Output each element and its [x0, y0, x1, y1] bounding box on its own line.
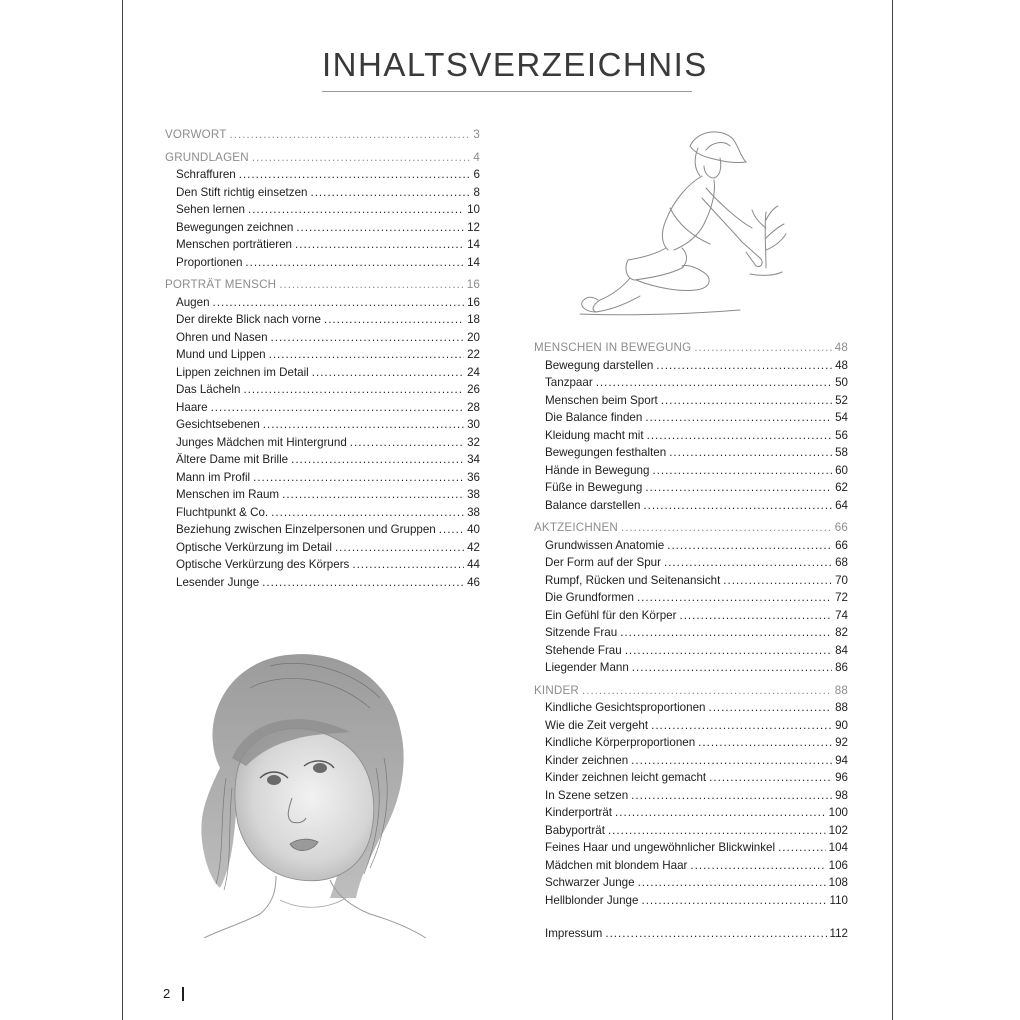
toc-entry-label: Sitzende Frau [545, 626, 618, 639]
toc-entry-label: Bewegungen festhalten [545, 446, 667, 459]
toc-entry-impressum[interactable] [534, 925, 848, 943]
toc-entry-label: Die Grundformen [545, 591, 634, 604]
toc-entry[interactable] [165, 294, 480, 312]
dot-leader [652, 462, 832, 480]
dot-leader [669, 444, 832, 462]
dot-leader [625, 642, 832, 660]
toc-section-label: GRUNDLAGEN [165, 150, 249, 164]
toc-entry-page: 88 [835, 701, 848, 714]
toc-entry-label: Beziehung zwischen Einzelpersonen und Gruppen [176, 523, 436, 536]
dot-leader [352, 556, 464, 574]
dot-leader [213, 294, 465, 312]
toc-entry-label: Das Lächeln [176, 383, 241, 396]
toc-section-heading[interactable] [165, 126, 480, 144]
toc-entry-page: 34 [467, 453, 480, 466]
toc-entry-label: Mund und Lippen [176, 348, 266, 361]
toc-entry[interactable] [534, 537, 848, 555]
toc-entry-page: 26 [467, 383, 480, 396]
toc-entry[interactable] [165, 416, 480, 434]
toc-entry[interactable] [534, 874, 848, 892]
toc-entry-page: 44 [467, 558, 480, 571]
dot-leader [230, 126, 471, 144]
toc-entry-page: 52 [835, 393, 848, 407]
toc-entry-page: 58 [835, 446, 848, 459]
toc-entry-label: Ältere Dame mit Brille [176, 453, 289, 466]
toc-entry-page: 96 [835, 771, 848, 784]
dot-leader [271, 504, 464, 522]
toc-entry-label: Sehen lernen [176, 203, 245, 216]
toc-entry[interactable] [534, 839, 848, 857]
dot-leader [253, 469, 464, 487]
toc-section-page: 66 [834, 521, 848, 534]
toc-entry-page: 48 [835, 358, 848, 372]
toc-section [534, 682, 848, 910]
toc-entry-label: Stehende Frau [545, 643, 622, 657]
dot-leader [263, 416, 464, 434]
toc-entry[interactable] [534, 572, 848, 590]
dot-leader [698, 734, 832, 752]
toc-entry-page: 104 [828, 841, 848, 854]
dot-leader [661, 392, 832, 410]
toc-section-label: MENSCHEN IN BEWEGUNG [534, 341, 692, 354]
dot-leader [643, 497, 832, 515]
dot-leader [679, 607, 832, 625]
toc-entry[interactable] [534, 374, 848, 392]
toc-entry-label: Den Stift richtig einsetzen [176, 185, 308, 199]
toc-entry-label: Optische Verkürzung im Detail [176, 540, 332, 554]
dot-leader [291, 451, 464, 469]
dot-leader [631, 787, 832, 805]
dot-leader [262, 574, 464, 592]
toc-entry-page: 8 [473, 185, 480, 199]
toc-entry-page: 36 [467, 470, 480, 484]
toc-entry-label: Junges Mädchen mit Hintergrund [176, 435, 347, 449]
toc-entry-label: Lesender Junge [176, 575, 260, 589]
toc-section-label: AKTZEICHNEN [534, 521, 619, 534]
page-edge-right [892, 0, 893, 1020]
toc-entry-label: Grundwissen Anatomie [545, 538, 665, 552]
gardener-sketch-icon [570, 128, 795, 320]
toc-entry-label: Schwarzer Junge [545, 876, 635, 889]
page-edge-left [122, 0, 123, 1020]
toc-entry-label: Tanzpaar [545, 376, 593, 389]
toc-entry-page: 38 [467, 505, 480, 519]
toc-entry[interactable] [534, 554, 848, 572]
toc-entry[interactable] [165, 539, 480, 557]
dot-leader [245, 254, 464, 272]
dot-leader [608, 822, 826, 840]
dot-leader [708, 699, 832, 717]
toc-entry-label: Fluchtpunkt & Co. [176, 505, 269, 519]
toc-entry[interactable] [165, 236, 480, 254]
toc-entry-label: Haare [176, 400, 208, 414]
toc-entry-page: 106 [828, 858, 848, 872]
dot-leader [243, 381, 464, 399]
toc-entry-label: Kinderporträt [545, 806, 613, 819]
toc-entry-page: 94 [835, 753, 848, 767]
toc-entry-page: 102 [828, 823, 848, 837]
title-underline [322, 91, 692, 92]
toc-entry-label: Kinder zeichnen [545, 753, 629, 767]
dot-leader [279, 276, 463, 294]
toc-entry-page: 46 [467, 575, 480, 589]
dot-leader [271, 329, 465, 347]
toc-entry[interactable] [165, 329, 480, 347]
toc-entry-page: 38 [467, 488, 480, 501]
toc-entry-label: Proportionen [176, 255, 243, 269]
toc-section-label: PORTRÄT MENSCH [165, 278, 277, 291]
toc-section-page: 88 [834, 683, 848, 697]
dot-leader [723, 572, 832, 590]
dot-leader [310, 184, 470, 202]
toc-entry-label: Kinder zeichnen leicht gemacht [545, 771, 707, 784]
toc-entry[interactable] [165, 346, 480, 364]
toc-entry-page: 82 [835, 626, 848, 639]
toc-entry-page: 50 [835, 376, 848, 389]
toc-entry-page: 68 [835, 556, 848, 569]
toc-entry[interactable] [534, 479, 848, 497]
dot-leader [667, 537, 832, 555]
toc-entry-label: Augen [176, 295, 210, 309]
toc-entry-page: 70 [835, 573, 848, 587]
toc-entry[interactable] [534, 892, 848, 910]
toc-entry-label: Füße in Bewegung [545, 481, 643, 494]
toc-entry[interactable] [165, 254, 480, 272]
toc-entry[interactable] [534, 462, 848, 480]
toc-entry-page: 10 [467, 203, 480, 216]
toc-section-heading[interactable] [165, 276, 480, 294]
toc-entry-page: 90 [835, 718, 848, 732]
toc-section-label: KINDER [534, 683, 580, 697]
toc-entry-page: 108 [828, 876, 848, 889]
toc-entry-label: Menschen beim Sport [545, 393, 658, 407]
toc-entry[interactable] [534, 734, 848, 752]
toc-entry[interactable] [534, 624, 848, 642]
toc-entry-label: Lippen zeichnen im Detail [176, 365, 309, 379]
toc-entry[interactable] [534, 497, 848, 515]
toc-section-page: 16 [466, 278, 480, 291]
toc-entry-label: Die Balance finden [545, 411, 643, 424]
toc-entry[interactable] [534, 589, 848, 607]
toc-section [534, 339, 848, 514]
dot-leader [621, 519, 832, 537]
toc-entry[interactable] [534, 804, 848, 822]
toc-entry-page: 86 [835, 661, 848, 674]
toc-entry-label: Hände in Bewegung [545, 463, 650, 477]
toc-entry-label: Kindliche Körperproportionen [545, 736, 696, 749]
page-title: INHALTSVERZEICHNIS [322, 46, 708, 83]
toc-entry-page: 84 [835, 643, 848, 657]
dot-leader [641, 892, 826, 910]
toc-entry-label: Impressum [545, 927, 603, 940]
toc-entry-label: Optische Verkürzung des Körpers [176, 558, 350, 571]
toc-section [165, 126, 480, 144]
dot-leader [615, 804, 826, 822]
toc-section [165, 276, 480, 591]
toc-entry-page: 64 [835, 498, 848, 512]
toc-entry-page: 98 [835, 788, 848, 802]
toc-section-heading[interactable] [534, 519, 848, 537]
toc-entry-label: Feines Haar und ungewöhnlicher Blickwinkel [545, 841, 776, 854]
dot-leader [252, 149, 471, 167]
dot-leader [638, 874, 826, 892]
toc-entry[interactable] [534, 699, 848, 717]
page-number-divider [182, 987, 184, 1001]
toc-section-label: VORWORT [165, 128, 227, 141]
toc-entry[interactable] [165, 184, 480, 202]
dot-leader [645, 409, 832, 427]
dot-leader [645, 479, 832, 497]
dot-leader [324, 311, 464, 329]
dot-leader [350, 434, 464, 452]
toc-entry-label: Kindliche Gesichtsproportionen [545, 701, 706, 714]
toc-entry[interactable] [165, 166, 480, 184]
toc-entry[interactable] [534, 752, 848, 770]
toc-entry[interactable] [534, 787, 848, 805]
dot-leader [248, 201, 464, 219]
toc-entry[interactable] [165, 364, 480, 382]
toc-entry-label: Der direkte Blick nach vorne [176, 313, 321, 326]
toc-entry-label: Bewegungen zeichnen [176, 220, 294, 234]
toc-entry-label: Balance darstellen [545, 498, 641, 512]
toc-section-page: 48 [834, 341, 848, 354]
toc-entry-page: 72 [835, 591, 848, 604]
toc-entry-page: 66 [835, 538, 848, 552]
toc-entry-page: 110 [829, 893, 848, 907]
dot-leader [778, 839, 826, 857]
toc-entry[interactable] [165, 574, 480, 592]
toc-entry-page: 24 [467, 365, 480, 379]
toc-entry[interactable] [534, 444, 848, 462]
toc-entry-label: Liegender Mann [545, 661, 629, 674]
toc-entry[interactable] [534, 822, 848, 840]
toc-entry-page: 6 [473, 168, 480, 181]
toc-entry[interactable] [534, 659, 848, 677]
toc-entry-label: Ein Gefühl für den Körper [545, 608, 677, 622]
toc-entry-page: 54 [835, 411, 848, 424]
toc-entry[interactable] [534, 409, 848, 427]
toc-entry[interactable] [534, 607, 848, 625]
toc-entry[interactable] [165, 556, 480, 574]
toc-entry-page: 32 [467, 435, 480, 449]
toc-entry-label: Bewegung darstellen [545, 358, 654, 372]
dot-leader [631, 752, 832, 770]
page-number: 2 [163, 986, 171, 1001]
girl-portrait-sketch-icon [180, 648, 442, 938]
dot-leader [582, 682, 832, 700]
dot-leader [439, 521, 464, 539]
toc-entry-page: 40 [467, 523, 480, 536]
toc-section-heading[interactable] [534, 339, 848, 357]
toc-entry-label: In Szene setzen [545, 788, 629, 802]
dot-leader [620, 624, 832, 642]
toc-entry-page: 22 [467, 348, 480, 361]
dot-leader [651, 717, 832, 735]
toc-entry-label: Menschen im Raum [176, 488, 280, 501]
toc-entry-label: Gesichtsebenen [176, 418, 260, 431]
toc-left-column [165, 126, 480, 596]
toc-section-heading[interactable] [165, 149, 480, 167]
toc-entry-page: 16 [467, 295, 480, 309]
toc-entry-label: Mann im Profil [176, 470, 251, 484]
toc-entry[interactable] [165, 381, 480, 399]
toc-entry-label: Ohren und Nasen [176, 330, 268, 344]
toc-right-column [534, 339, 848, 943]
toc-entry-page: 92 [835, 736, 848, 749]
dot-leader [647, 427, 833, 445]
toc-entry-page: 100 [828, 806, 848, 819]
toc-entry-label: Wie die Zeit vergeht [545, 718, 649, 732]
toc-entry[interactable] [534, 717, 848, 735]
toc-entry-label: Kleidung macht mit [545, 428, 644, 442]
toc-section-heading[interactable] [534, 682, 848, 700]
dot-leader [664, 554, 832, 572]
dot-leader [295, 236, 464, 254]
dot-leader [269, 346, 464, 364]
toc-entry[interactable] [165, 201, 480, 219]
toc-section-page: 3 [473, 128, 480, 141]
dot-leader [239, 166, 471, 184]
toc-entry-page: 56 [835, 428, 848, 442]
toc-entry-label: Schraffuren [176, 168, 236, 181]
toc-entry-page: 28 [467, 400, 480, 414]
toc-entry[interactable] [165, 504, 480, 522]
toc-entry-page: 20 [467, 330, 480, 344]
toc-entry[interactable] [534, 392, 848, 410]
dot-leader [335, 539, 464, 557]
toc-entry-label: Rumpf, Rücken und Seitenansicht [545, 573, 721, 587]
dot-leader [632, 659, 832, 677]
toc-entry[interactable] [534, 427, 848, 445]
toc-right-sections [534, 339, 848, 909]
toc-entry-page: 14 [467, 238, 480, 251]
toc-entry-label: Hellblonder Junge [545, 893, 639, 907]
dot-leader [211, 399, 465, 417]
dot-leader [690, 857, 825, 875]
toc-section [534, 519, 848, 677]
dot-leader [709, 769, 832, 787]
toc-entry[interactable] [165, 311, 480, 329]
toc-entry-page: 12 [467, 220, 480, 234]
toc-entry[interactable] [165, 451, 480, 469]
toc-entry-page: 14 [467, 255, 480, 269]
toc-entry-label: Der Form auf der Spur [545, 556, 661, 569]
toc-entry[interactable] [165, 521, 480, 539]
dot-leader [282, 486, 464, 504]
toc-entry-label: Menschen porträtieren [176, 238, 292, 251]
toc-entry[interactable] [534, 642, 848, 660]
toc-section [165, 149, 480, 272]
dot-leader [694, 339, 831, 357]
dot-leader [312, 364, 464, 382]
toc-entry-label: Mädchen mit blondem Haar [545, 858, 688, 872]
toc-entry-label: Babyporträt [545, 823, 605, 837]
dot-leader [605, 925, 826, 943]
dot-leader [596, 374, 832, 392]
toc-entry[interactable] [165, 469, 480, 487]
dot-leader [296, 219, 464, 237]
toc-entry[interactable] [534, 357, 848, 375]
toc-entry-page: 18 [467, 313, 480, 326]
toc-entry-page: 42 [467, 540, 480, 554]
toc-entry-page: 74 [835, 608, 848, 622]
dot-leader [637, 589, 832, 607]
toc-entry[interactable] [165, 219, 480, 237]
toc-entry-page: 60 [835, 463, 848, 477]
toc-entry[interactable] [165, 434, 480, 452]
toc-entry-page: 112 [829, 927, 848, 940]
toc-entry[interactable] [165, 399, 480, 417]
toc-entry[interactable] [165, 486, 480, 504]
toc-entry[interactable] [534, 857, 848, 875]
toc-entry-page: 62 [835, 481, 848, 494]
toc-entry-page: 30 [467, 418, 480, 431]
dot-leader [656, 357, 832, 375]
toc-section-page: 4 [473, 150, 480, 164]
toc-entry[interactable] [534, 769, 848, 787]
